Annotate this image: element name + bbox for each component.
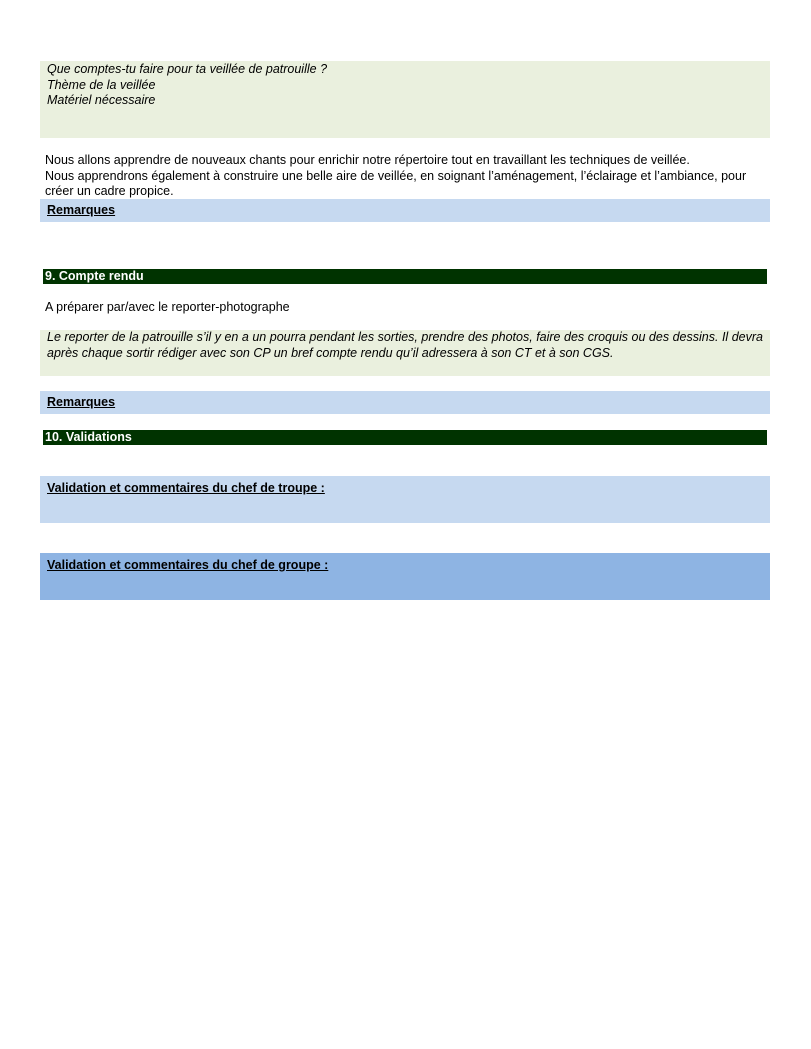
validation-groupe-label: Validation et commentaires du chef de groupe : — [47, 558, 329, 572]
section-9-body-box — [40, 330, 770, 376]
section-9-subtitle-text: A préparer par/avec le reporter-photographe — [45, 300, 290, 314]
section-10-title: 10. Validations — [45, 430, 132, 444]
remarks-bar-1 — [40, 199, 770, 222]
validation-groupe-box — [40, 553, 770, 600]
veillee-description — [40, 153, 770, 200]
validation-troupe-box — [40, 476, 770, 523]
veillee-materiel-label: Matériel nécessaire — [47, 93, 156, 107]
veillee-question-box — [40, 61, 770, 138]
remarks-bar-2 — [40, 391, 770, 414]
section-10-header — [43, 430, 767, 445]
section-9-title: 9. Compte rendu — [45, 269, 144, 283]
veillee-theme-label: Thème de la veillée — [47, 77, 156, 92]
section-9-header — [43, 269, 767, 284]
veillee-description-line1: Nous allons apprendre de nouveaux chants pour enrichir notre répertoire tout en travaillant les techniques de veillée. — [45, 153, 690, 167]
section-9-body-text: Le reporter de la patrouille s’il y en a un pourra pendant les sorties, prendre des photos, faire des croquis ou des dessins. Il devra après chaque sortir rédiger avec son CP un bref compte rendu qu’il adressera à son CT et à son CGS. — [47, 330, 763, 360]
section-9-subtitle — [40, 300, 770, 316]
remarks-label-1: Remarques — [47, 203, 116, 217]
veillee-description-line2: Nous apprendrons également à construire une belle aire de veillée, en soignant l’aménagement, l’éclairage et l’ambiance, pour créer un cadre propice. — [45, 168, 747, 198]
veillee-question: Que comptes-tu faire pour ta veillée de patrouille ? — [47, 62, 328, 76]
remarks-label-2: Remarques — [47, 395, 116, 409]
validation-troupe-label: Validation et commentaires du chef de troupe : — [47, 481, 325, 495]
